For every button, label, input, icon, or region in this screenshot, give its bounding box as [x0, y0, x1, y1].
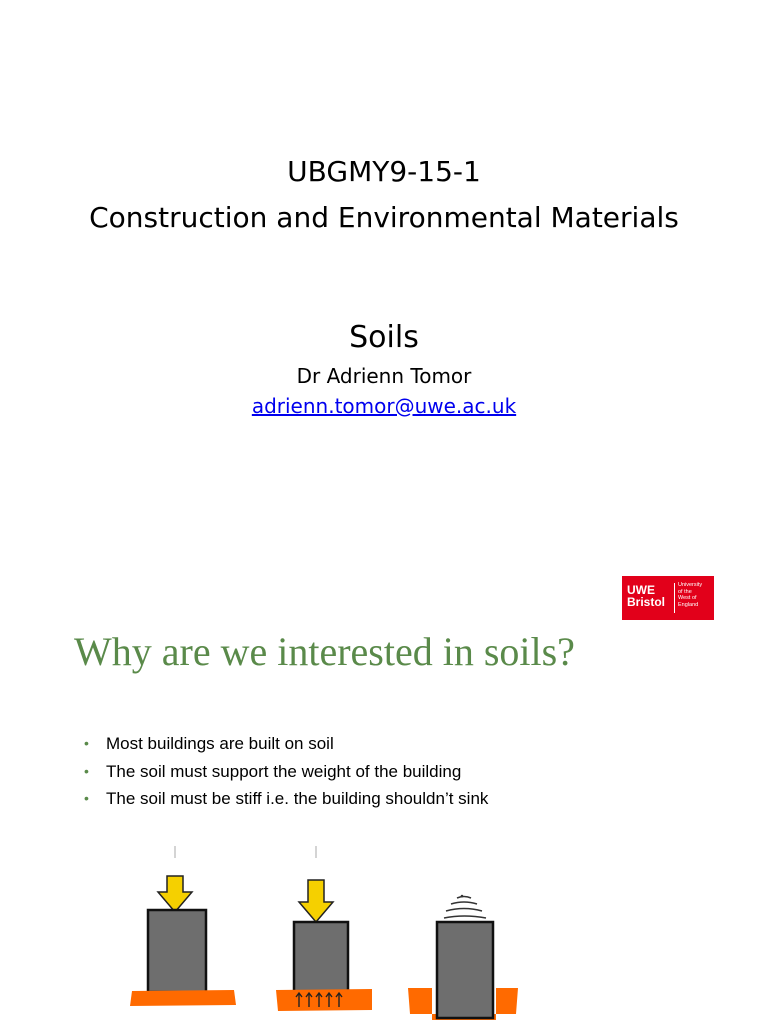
lecture-title: Soils	[349, 320, 419, 355]
panel-load-with-reaction	[276, 846, 372, 1011]
bullet-item: • Most buildings are built on soil	[82, 730, 488, 758]
logo-divider	[674, 583, 675, 613]
bullet-item: • The soil must support the weight of the building	[82, 758, 488, 786]
slide-title: Why are we interested in soils?	[74, 629, 575, 674]
building-block	[148, 910, 206, 992]
bullet-item: • The soil must be stiff i.e. the building shouldn’t sink	[82, 785, 488, 813]
soil-layer	[276, 989, 372, 1011]
uwe-bristol-logo	[622, 576, 714, 620]
bullet-dot-icon: •	[84, 735, 89, 751]
load-arrow-icon	[299, 880, 333, 922]
author-name: Dr Adrienn Tomor	[296, 364, 472, 388]
author-email	[0, 391, 768, 421]
panel-block-sinking	[408, 895, 518, 1020]
logo-subtitle: University of the West of England	[678, 582, 703, 608]
email-link[interactable]: adrienn.tomor@uwe.ac.uk	[251, 394, 517, 418]
course-title: Construction and Environmental Materials	[89, 201, 679, 234]
course-code: UBGMY9-15-1	[287, 155, 481, 188]
panel-load-on-block	[130, 846, 236, 1006]
soil-loading-illustration	[0, 840, 768, 1024]
building-block	[437, 922, 493, 1018]
bullet-dot-icon: •	[84, 762, 89, 779]
sink-lines-icon	[444, 897, 486, 919]
bullet-list	[82, 730, 488, 813]
soil-layer	[130, 990, 236, 1006]
bullet-dot-icon: •	[84, 790, 89, 806]
logo-bristol-text: Bristol	[627, 595, 666, 609]
load-arrow-icon	[158, 876, 192, 912]
logo-uwe-text: UWE	[627, 583, 655, 597]
building-block	[294, 922, 348, 992]
